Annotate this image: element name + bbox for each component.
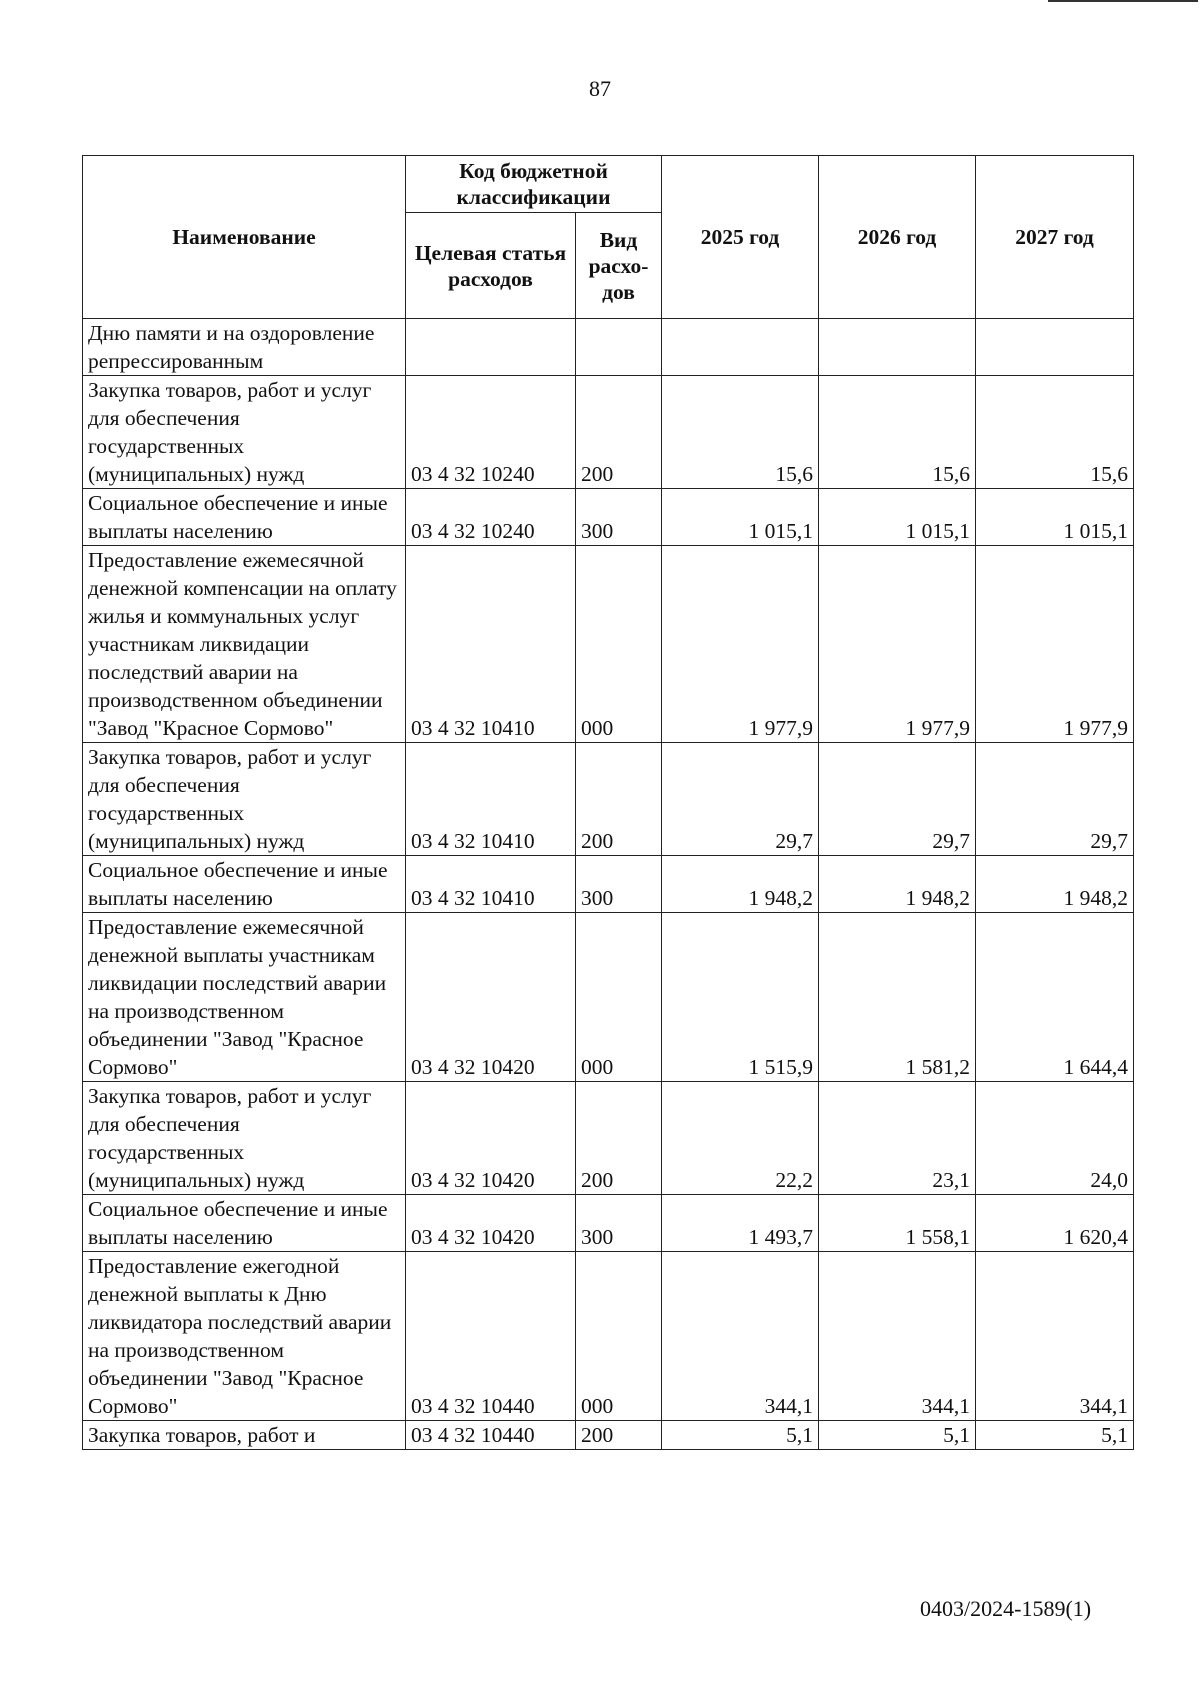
table-row (83, 856, 1134, 913)
header-expense-kind: Вид расхо-дов (576, 213, 662, 319)
row-value-2026: 1 015,1 (819, 489, 976, 546)
top-rule (1048, 0, 1198, 2)
row-expense-kind: 300 (576, 1195, 662, 1252)
row-target-code: 03 4 32 10420 (406, 913, 576, 1082)
page-number: 87 (589, 76, 611, 101)
row-target-code: 03 4 32 10440 (406, 1421, 576, 1450)
table-row (83, 913, 1134, 1082)
row-value-2025: 29,7 (662, 743, 819, 856)
row-expense-kind: 200 (576, 1421, 662, 1450)
row-value-2026: 1 948,2 (819, 856, 976, 913)
row-expense-kind (576, 319, 662, 376)
row-expense-kind: 000 (576, 546, 662, 743)
row-value-2026: 15,6 (819, 376, 976, 489)
table-row (83, 1195, 1134, 1252)
row-expense-kind: 200 (576, 376, 662, 489)
row-value-2027: 29,7 (976, 743, 1134, 856)
row-name: Предоставление ежемесячной денежной компенсации на оплату жилья и коммунальных услуг участникам ликвидации последствий аварии на производственном объединении "Завод "Красное Сормово" (83, 546, 406, 743)
row-value-2027: 1 948,2 (976, 856, 1134, 913)
row-expense-kind: 000 (576, 913, 662, 1082)
row-value-2027 (976, 319, 1134, 376)
row-value-2026: 5,1 (819, 1421, 976, 1450)
row-value-2027: 1 015,1 (976, 489, 1134, 546)
row-value-2025: 1 493,7 (662, 1195, 819, 1252)
row-value-2025: 22,2 (662, 1082, 819, 1195)
row-name: Дню памяти и на оздоровление репрессированным (83, 319, 406, 376)
row-value-2026: 344,1 (819, 1252, 976, 1421)
row-value-2026: 1 581,2 (819, 913, 976, 1082)
row-target-code: 03 4 32 10240 (406, 489, 576, 546)
budget-table (82, 155, 1134, 1450)
row-expense-kind: 200 (576, 743, 662, 856)
row-target-code: 03 4 32 10410 (406, 743, 576, 856)
row-value-2026: 23,1 (819, 1082, 976, 1195)
header-name: Наименование (83, 156, 406, 319)
row-target-code: 03 4 32 10240 (406, 376, 576, 489)
row-name: Предоставление ежегодной денежной выплаты к Дню ликвидатора последствий аварии на производственном объединении "Завод "Красное Сормово" (83, 1252, 406, 1421)
row-value-2027: 24,0 (976, 1082, 1134, 1195)
row-target-code: 03 4 32 10410 (406, 856, 576, 913)
row-expense-kind: 300 (576, 856, 662, 913)
row-name: Социальное обеспечение и иные выплаты населению (83, 489, 406, 546)
row-target-code: 03 4 32 10410 (406, 546, 576, 743)
row-expense-kind: 000 (576, 1252, 662, 1421)
row-value-2025: 1 948,2 (662, 856, 819, 913)
row-value-2027: 1 977,9 (976, 546, 1134, 743)
row-value-2026: 29,7 (819, 743, 976, 856)
row-value-2027: 1 620,4 (976, 1195, 1134, 1252)
table-row (83, 1252, 1134, 1421)
header-2026: 2026 год (819, 156, 976, 319)
row-expense-kind: 200 (576, 1082, 662, 1195)
row-name: Закупка товаров, работ и услуг для обеспечения государственных (муниципальных) нужд (83, 376, 406, 489)
header-kbk: Код бюджетной классификации (406, 156, 662, 213)
row-name: Социальное обеспечение и иные выплаты населению (83, 856, 406, 913)
row-target-code (406, 319, 576, 376)
header-2027: 2027 год (976, 156, 1134, 319)
table-body (83, 319, 1134, 1450)
row-value-2026: 1 977,9 (819, 546, 976, 743)
row-value-2025: 15,6 (662, 376, 819, 489)
row-name: Закупка товаров, работ и услуг для обеспечения государственных (муниципальных) нужд (83, 743, 406, 856)
row-target-code: 03 4 32 10420 (406, 1082, 576, 1195)
row-expense-kind: 300 (576, 489, 662, 546)
table-row (83, 1082, 1134, 1195)
row-value-2025: 1 515,9 (662, 913, 819, 1082)
row-name: Закупка товаров, работ и (83, 1421, 406, 1450)
row-value-2026: 1 558,1 (819, 1195, 976, 1252)
table-row (83, 1421, 1134, 1450)
table-row (83, 743, 1134, 856)
row-target-code: 03 4 32 10440 (406, 1252, 576, 1421)
row-value-2025: 344,1 (662, 1252, 819, 1421)
header-target-article: Целевая статья расходов (406, 213, 576, 319)
row-value-2025 (662, 319, 819, 376)
table-row (83, 489, 1134, 546)
row-value-2026 (819, 319, 976, 376)
row-name: Социальное обеспечение и иные выплаты населению (83, 1195, 406, 1252)
row-value-2027: 5,1 (976, 1421, 1134, 1450)
header-2025: 2025 год (662, 156, 819, 319)
table-row (83, 376, 1134, 489)
row-value-2027: 1 644,4 (976, 913, 1134, 1082)
row-value-2027: 344,1 (976, 1252, 1134, 1421)
row-name: Закупка товаров, работ и услуг для обеспечения государственных (муниципальных) нужд (83, 1082, 406, 1195)
table-row (83, 319, 1134, 376)
table-row (83, 546, 1134, 743)
row-value-2025: 5,1 (662, 1421, 819, 1450)
row-value-2025: 1 015,1 (662, 489, 819, 546)
document-id: 0403/2024-1589(1) (920, 1596, 1092, 1621)
row-value-2025: 1 977,9 (662, 546, 819, 743)
row-value-2027: 15,6 (976, 376, 1134, 489)
row-target-code: 03 4 32 10420 (406, 1195, 576, 1252)
row-name: Предоставление ежемесячной денежной выплаты участникам ликвидации последствий аварии на производственном объединении "Завод "Красное Сормово" (83, 913, 406, 1082)
